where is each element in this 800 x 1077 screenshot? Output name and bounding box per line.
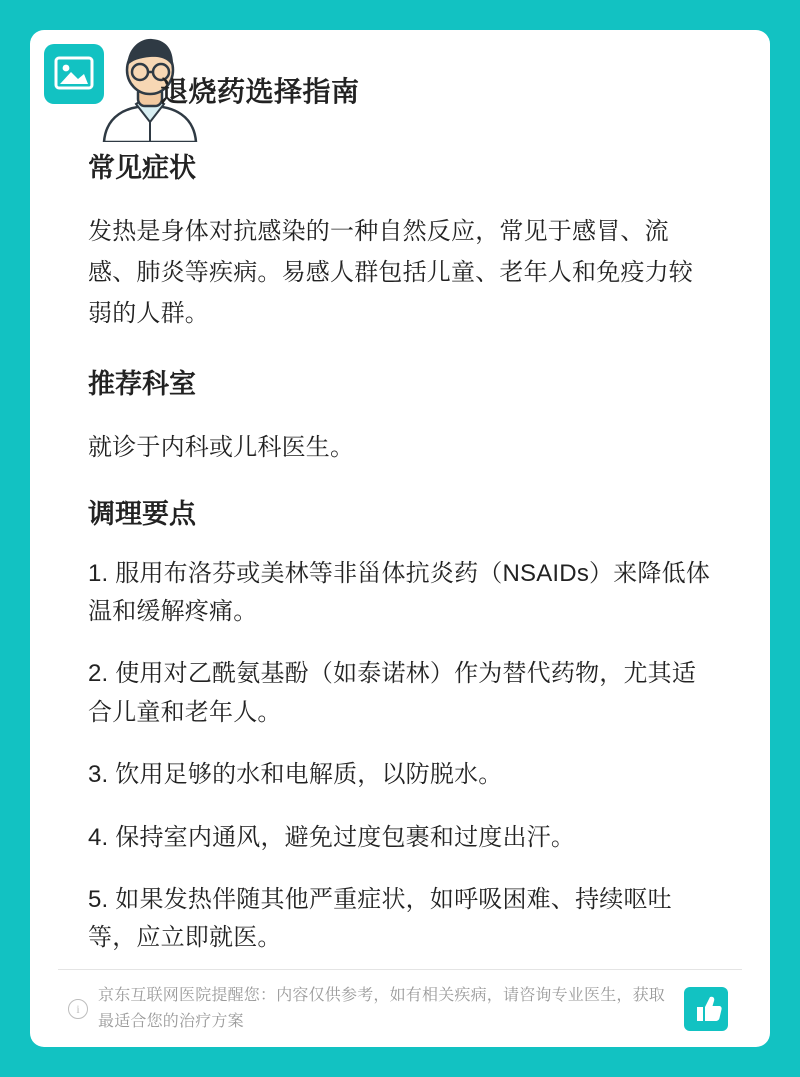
page-title: 退烧药选择指南 [160, 76, 360, 107]
list-item: 5. 如果发热伴随其他严重症状，如呼吸困难、持续呕吐等，应立即就医。 [88, 885, 672, 952]
list-item: 2. 使用对乙酰氨基酚（如泰诺林）作为替代药物，尤其适合儿童和老年人。 [88, 660, 697, 726]
section-heading-tips: 调理要点 [88, 499, 196, 530]
tips-list [88, 555, 712, 958]
section-heading-department: 推荐科室 [88, 369, 196, 400]
section-heading-symptoms: 常见症状 [88, 153, 196, 183]
list-item: 3. 饮用足够的水和电解质，以防脱水。 [88, 761, 503, 789]
guide-card [30, 30, 770, 1047]
section-body-department: 就诊于内科或儿科医生。 [88, 433, 355, 461]
disclaimer-text: 京东互联网医院提醒您：内容仅供参考，如有相关疾病，请咨询专业医生，获取最适合您的治疗方案 [98, 986, 666, 1030]
guide-content [58, 148, 742, 969]
footer-disclaimer-bar [58, 969, 742, 1047]
section-body-symptoms: 发热是身体对抗感染的一种自然反应，常见于感冒、流感、肺炎等疾病。易感人群包括儿童、老年人和免疫力较弱的人群。 [88, 217, 693, 328]
list-item: 4. 保持室内通风，避免过度包裹和过度出汗。 [88, 823, 576, 851]
list-item: 1. 服用布洛芬或美林等非甾体抗炎药（NSAIDs）来降低体温和缓解疼痛。 [88, 559, 711, 625]
thumbs-up-icon[interactable] [684, 987, 728, 1031]
info-circle-icon: i [68, 999, 88, 1019]
